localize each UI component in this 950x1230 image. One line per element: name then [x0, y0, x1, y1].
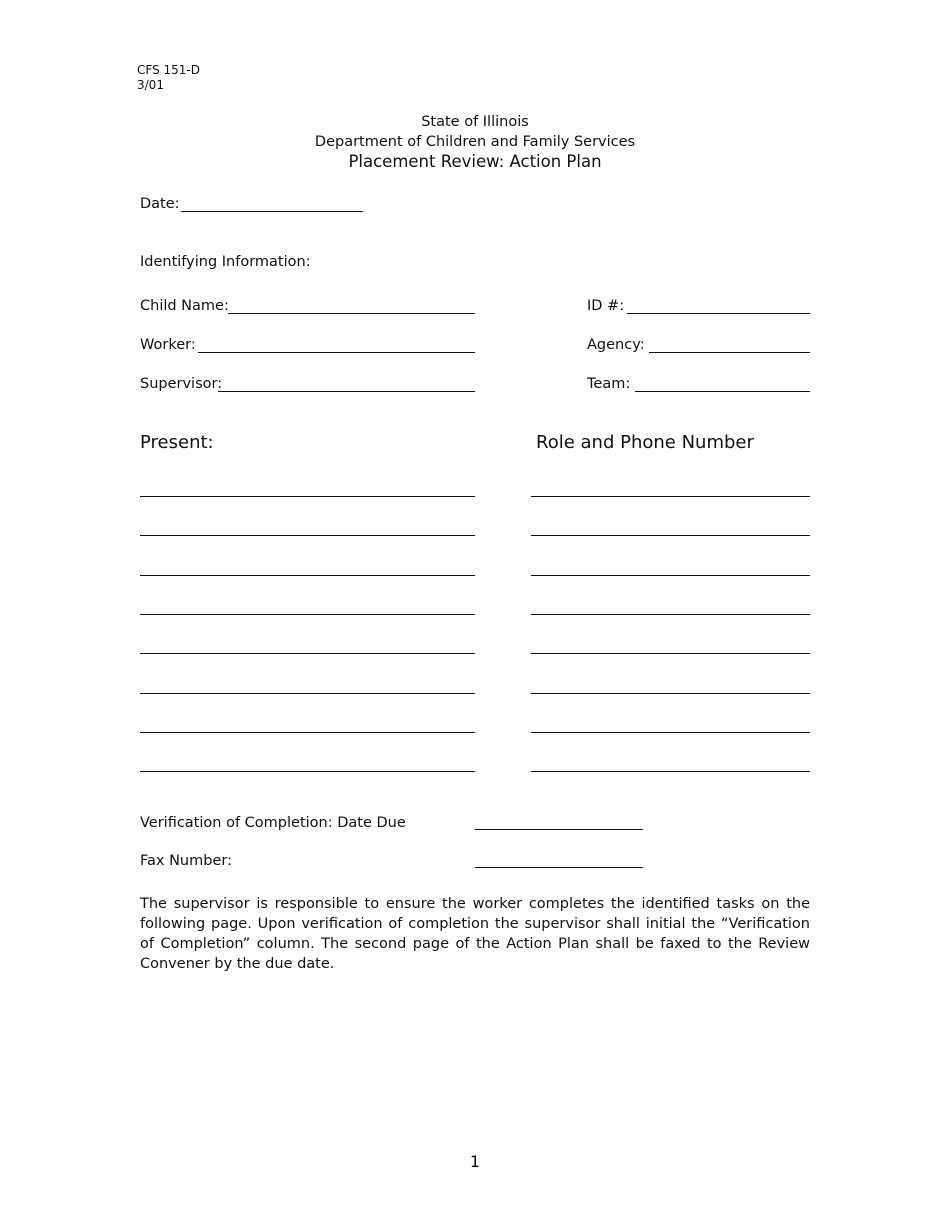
fax-number-field[interactable] [475, 867, 643, 868]
agency-label: Agency: [587, 337, 645, 353]
present-field[interactable] [140, 771, 475, 772]
page-title: Placement Review: Action Plan [348, 152, 602, 171]
form-number: CFS 151-D [137, 63, 200, 77]
present-field[interactable] [140, 575, 475, 576]
child-name-label: Child Name: [140, 298, 229, 314]
id-field[interactable] [627, 313, 810, 314]
date-due-field[interactable] [475, 829, 643, 830]
supervisor-label: Supervisor: [140, 376, 223, 392]
present-field[interactable] [140, 496, 475, 497]
role-phone-field[interactable] [531, 771, 810, 772]
role-phone-field[interactable] [531, 653, 810, 654]
role-phone-field[interactable] [531, 732, 810, 733]
team-label: Team: [587, 376, 631, 392]
role-phone-field[interactable] [531, 614, 810, 615]
present-heading: Present: [140, 432, 214, 453]
page-number: 1 [469, 1152, 481, 1171]
instructions-paragraph: The supervisor is responsible to ensure the worker completes the identified tasks on the following page. Upon verification of completion the supervisor shall initial the “Verification of Completion” column. The second page of the Action Plan shall be faxed to the Review Convener by the due date. [140, 896, 810, 972]
child-name-field[interactable] [228, 313, 475, 314]
date-label: Date: [140, 196, 180, 212]
form-revision: 3/01 [137, 78, 164, 92]
department-name: Department of Children and Family Services [314, 134, 636, 150]
role-phone-field[interactable] [531, 575, 810, 576]
present-field[interactable] [140, 693, 475, 694]
team-field[interactable] [635, 391, 810, 392]
worker-field[interactable] [198, 352, 475, 353]
present-field[interactable] [140, 535, 475, 536]
present-field[interactable] [140, 614, 475, 615]
role-phone-field[interactable] [531, 496, 810, 497]
role-phone-field[interactable] [531, 535, 810, 536]
identifying-info-heading: Identifying Information: [140, 254, 311, 270]
supervisor-field[interactable] [218, 391, 475, 392]
role-phone-heading: Role and Phone Number [536, 432, 754, 453]
date-field[interactable] [181, 211, 363, 212]
date-due-label: Verification of Completion: Date Due [140, 815, 406, 831]
worker-label: Worker: [140, 337, 196, 353]
present-field[interactable] [140, 732, 475, 733]
present-field[interactable] [140, 653, 475, 654]
fax-number-label: Fax Number: [140, 853, 232, 869]
state-name: State of Illinois [421, 114, 529, 130]
role-phone-field[interactable] [531, 693, 810, 694]
id-label: ID #: [587, 298, 625, 314]
agency-field[interactable] [649, 352, 810, 353]
